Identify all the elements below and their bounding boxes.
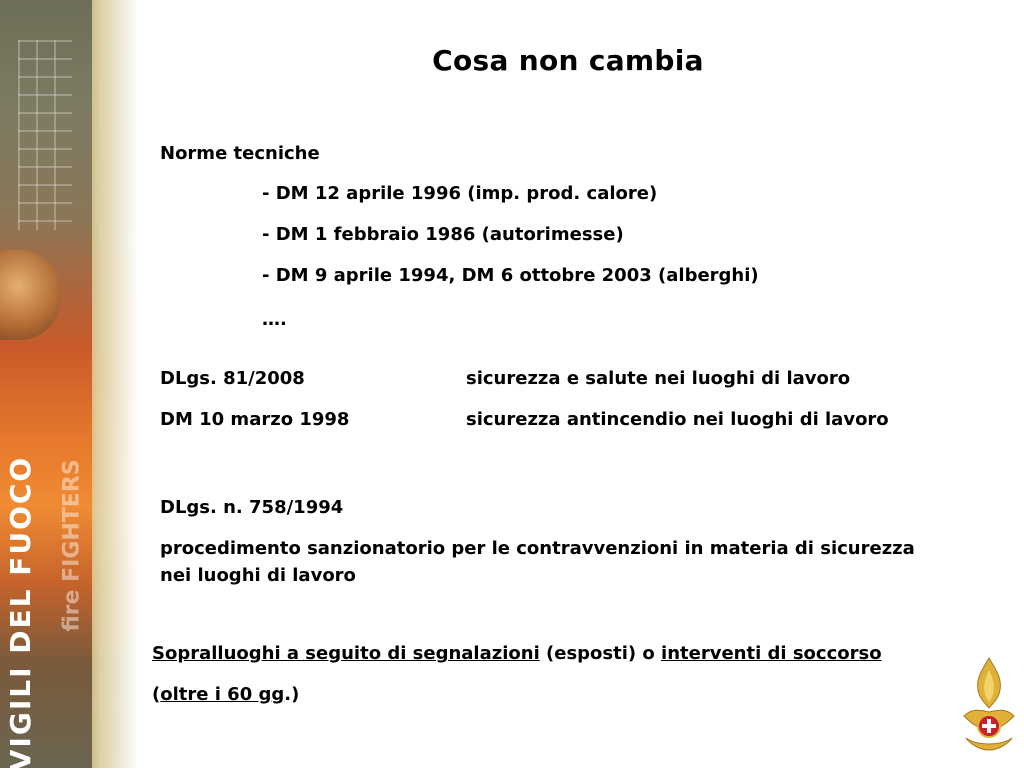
side-banner [0, 0, 138, 771]
sopralluoghi-line1 [152, 643, 882, 664]
dlgs758-desc-line1: procedimento sanzionatorio per le contravvenzioni in materia di sicurezza [160, 538, 915, 559]
law-ref: DLgs. 81/2008 [160, 368, 305, 389]
banner-fade [92, 0, 138, 768]
norme-heading: Norme tecniche [160, 143, 320, 164]
norme-item-ellipsis: …. [262, 309, 287, 330]
banner-vigili-label: VIGILI DEL FUOCO [4, 455, 38, 771]
sopralluoghi-segnalazioni: Sopralluoghi a seguito di segnalazioni [152, 643, 540, 664]
sopralluoghi-close: .) [284, 684, 300, 705]
law-desc: sicurezza e salute nei luoghi di lavoro [466, 368, 851, 389]
norme-item: - DM 9 aprile 1994, DM 6 ottobre 2003 (alberghi) [262, 265, 759, 286]
dlgs758-desc-line2: nei luoghi di lavoro [160, 565, 356, 586]
sopralluoghi-interventi: interventi di soccorso [661, 643, 882, 664]
banner-fire-label: fire FIGHTERS [59, 458, 85, 632]
sopralluoghi-line2 [152, 684, 299, 705]
vigili-del-fuoco-emblem-icon [958, 656, 1020, 752]
sopralluoghi-open-paren: ( [152, 684, 161, 705]
firefighter-helmet-image [0, 250, 60, 340]
page-title: Cosa non cambia [432, 44, 704, 77]
law-desc: sicurezza antincendio nei luoghi di lavoro [466, 409, 889, 430]
sopralluoghi-oltre-60: oltre i 60 gg [160, 684, 285, 705]
norme-item: - DM 12 aprile 1996 (imp. prod. calore) [262, 183, 658, 204]
dlgs758-ref: DLgs. n. 758/1994 [160, 497, 344, 518]
banner-vertical-text [4, 455, 38, 771]
norme-item: - DM 1 febbraio 1986 (autorimesse) [262, 224, 624, 245]
law-ref: DM 10 marzo 1998 [160, 409, 350, 430]
sopralluoghi-esposti: (esposti) o [539, 643, 662, 664]
